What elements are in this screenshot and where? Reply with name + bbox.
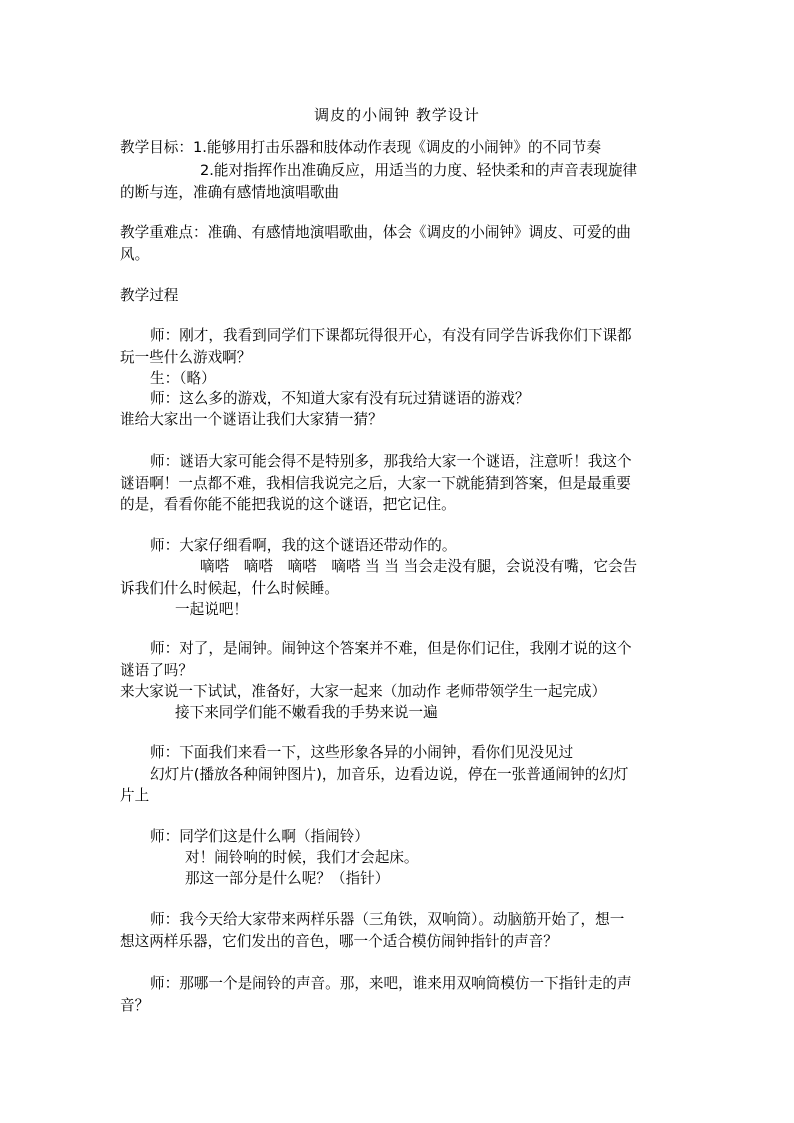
text-line: 想这两样乐器，它们发出的音色，哪一个适合模仿闹钟指针的声音？ bbox=[120, 933, 558, 950]
text-line: 的断与连，准确有感情地演唱歌曲 bbox=[120, 184, 339, 201]
text-line: 师：刚才，我看到同学们下课都玩得很开心，有没有同学告诉我你们下课都 bbox=[150, 327, 632, 344]
text-line: 师：同学们这是什么啊（指闹铃） bbox=[150, 828, 369, 845]
text-line: 师：下面我们来看一下，这些形象各异的小闹钟，看你们见没见过 bbox=[150, 744, 574, 761]
text-line: 师：谜语大家可能会得不是特别多，那我给大家一个谜语，注意听！我这个 bbox=[150, 453, 632, 470]
text-line: 来大家说一下试试，准备好，大家一起来（加动作 老师带领学生一起完成） bbox=[120, 683, 607, 700]
text-line: 片上 bbox=[120, 787, 150, 804]
text-line: 那这一部分是什么呢？（指针） bbox=[185, 870, 390, 887]
text-line: 谜语啊！一点都不难，我相信我说完之后，大家一下就能猜到答案，但是最重要 bbox=[120, 475, 631, 492]
text-line: 教学重难点：准确、有感情地演唱歌曲，体会《调皮的小闹钟》调皮、可爱的曲 bbox=[120, 224, 631, 241]
text-line: 对！闹铃响的时候，我们才会起床。 bbox=[185, 849, 419, 866]
text-line: 谁给大家出一个谜语让我们大家猜一猜？ bbox=[120, 411, 383, 428]
text-line: 师：这么多的游戏，不知道大家有没有玩过猜谜语的游戏？ bbox=[150, 390, 530, 407]
text-line: 教学目标：1.能够用打击乐器和肢体动作表现《调皮的小闹钟》的不同节奏 bbox=[120, 139, 601, 156]
text-line: 一起说吧！ bbox=[175, 601, 248, 618]
text-line: 诉我们什么时候起，什么时候睡。 bbox=[120, 580, 339, 597]
text-line: 风。 bbox=[120, 246, 150, 263]
text-line: 幻灯片(播放各种闹钟图片)，加音乐，边看边说，停在一张普通闹钟的幻灯 bbox=[150, 766, 629, 783]
text-line: 2.能对指挥作出准确反应，用适当的力度、轻快柔和的声音表现旋律 bbox=[200, 162, 638, 179]
text-line: 师：对了，是闹钟。闹钟这个答案并不难，但是你们记住，我刚才说的这个 bbox=[150, 640, 632, 657]
text-line: 生：（略） bbox=[150, 370, 216, 387]
text-line: 嘀嗒 嘀嗒 嘀嗒 嘀嗒 当 当 当会走没有腿，会说没有嘴，它会告 bbox=[200, 558, 638, 575]
text-line: 接下来同学们能不嫩看我的手势来说一遍 bbox=[175, 704, 438, 721]
text-line: 的是，看看你能不能把我说的这个谜语，把它记住。 bbox=[120, 496, 456, 513]
document-title: 调皮的小闹钟 教学设计 bbox=[314, 106, 480, 124]
text-line: 师：我今天给大家带来两样乐器（三角铁，双响筒）。动脑筋开始了，想一 bbox=[150, 911, 625, 928]
text-line: 音？ bbox=[120, 997, 150, 1014]
text-line: 师：那哪一个是闹铃的声音。那，来吧，谁来用双响筒模仿一下指针走的声 bbox=[150, 975, 632, 992]
text-line: 师：大家仔细看啊，我的这个谜语还带动作的。 bbox=[150, 537, 457, 554]
section-heading: 教学过程 bbox=[120, 287, 179, 304]
text-line: 玩一些什么游戏啊？ bbox=[120, 349, 252, 366]
text-line: 谜语了吗？ bbox=[120, 662, 193, 679]
